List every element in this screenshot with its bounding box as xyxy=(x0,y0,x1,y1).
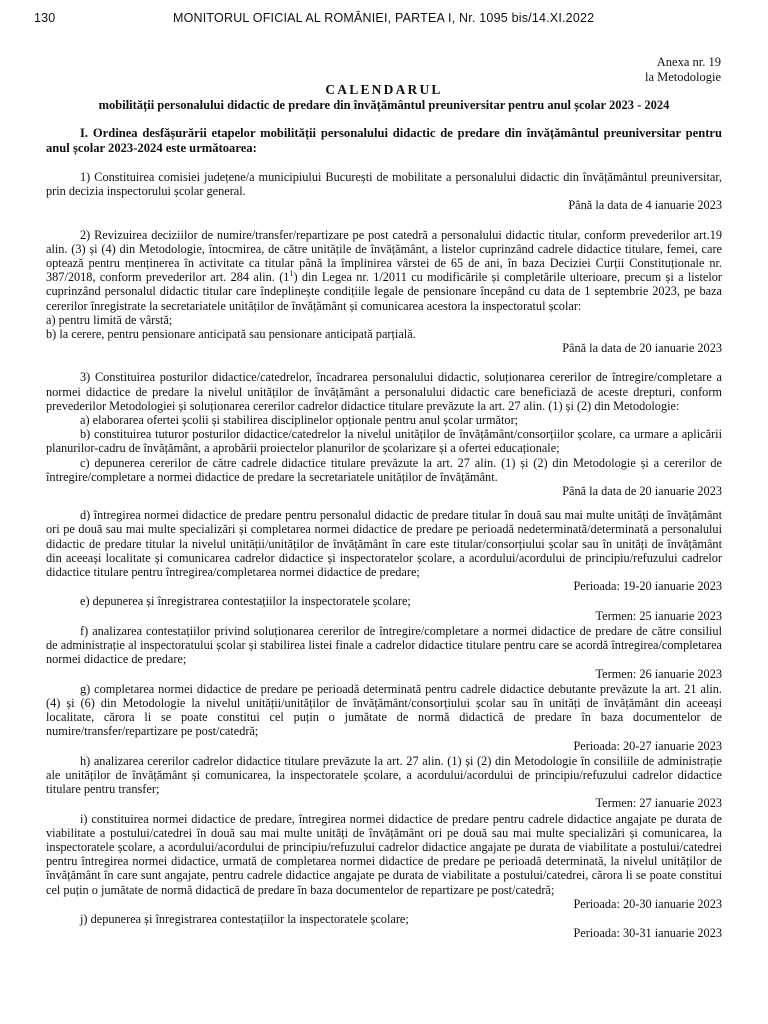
item-2-text xyxy=(46,228,722,313)
page-number: 130 xyxy=(34,11,56,25)
item-3-sub-d: d) întregirea normei didactice de predare pentru personalul didactic de predare titular în două sau mai multe unități de învățământ ori pe două sau mai multe specializări și completarea normei didactice de predare pe perioadă nedeterminată/determinată a personalului didactic de predare titular la nivelul unității/unităților de învățământ în care este titular/consorțiului școlar sau în unități de învățământ din aceeași localitate și comunicarea cadrelor didactice și inspectoratelor școlare, a acordului/acordului de principiu/refuzului cadrelor didactice titulare pentru întregirea/completarea normei didactice de predare; xyxy=(46,508,722,580)
item-3-text: 3) Constituirea posturilor didactice/catedrelor, încadrarea personalului didactic, soluționarea cererilor de întregire/completare a normei didactice de predare la nivelul unităților de învățământ a personalului didactic care beneficiază de aceste drepturi, conform prevederilor Metodologiei și soluționarea cererilor cadrelor didactice titulare prevăzute la art. 27 alin. (1) și (2) din Metodologie: xyxy=(46,370,722,413)
annex-number: Anexa nr. 19 xyxy=(656,55,721,69)
item-3-deadline-i: Perioada: 20-30 ianuarie 2023 xyxy=(573,896,722,911)
item-2-text-part-b: ) din Legea nr. 1/2011 cu modificările și completările ulterioare, precum și a listelor cuprinzând personalul didactic titular care îndeplinește condițiile legale de pensionare începând cu data de 1 septembrie 2023, pe baza cererilor înregistrate la secretariatele unităților de învățământ și comunicarea acestora la inspectoratul școlar: xyxy=(46,270,722,313)
item-3-sub-b: b) constituirea tuturor posturilor didactice/catedrelor la nivelul unităților de învățământ/consorțiilor școlare, ca urmare a aplicării planurilor-cadru de învățământ, a aprobării proiectelor planurilor de școlarizare și a ofertei educaționale; xyxy=(46,427,722,456)
item-3-sub-f: f) analizarea contestațiilor privind soluționarea cererilor de întregire/completare a normei didactice de predare de către consiliul de administrație al inspectoratului școlar și stabilirea listei finale a cadrelor didactice titulare pentru care se acordă întregirea/completarea normei didactice de predare; xyxy=(46,623,722,667)
item-3-sub-a: a) elaborarea ofertei școlii și stabilirea disciplinelor opționale pentru anul școlar următor; xyxy=(80,413,519,428)
item-3-deadline-c: Până la data de 20 ianuarie 2023 xyxy=(562,484,722,499)
item-3-sub-e: e) depunerea și înregistrarea contestațiilor la inspectoratele școlare; xyxy=(80,594,411,609)
item-3-deadline-f: Termen: 26 ianuarie 2023 xyxy=(595,666,722,681)
item-3-sub-g: g) completarea normei didactice de predare pe perioadă determinată pentru cadrele didactice debutante prevăzute la art. 21 alin. (4) și (6) din Metodologie la nivelul unității/unităților de învățământ/consorțiului școlar sau în unități de învățământ din aceeași localitate, cărora li se poate constitui cel puțin o jumătate de normă didactică de predare în baza documentelor de numire/transfer/repartizare pe post/catedră; xyxy=(46,681,722,739)
item-3-deadline-g: Perioada: 20-27 ianuarie 2023 xyxy=(573,738,722,753)
item-1-deadline: Până la data de 4 ianuarie 2023 xyxy=(568,198,722,213)
item-2-sub-a: a) pentru limită de vârstă; xyxy=(46,312,173,327)
annex-target: la Metodologie xyxy=(644,70,721,84)
item-2-superscript: 1 xyxy=(289,269,294,279)
item-3-deadline-d: Perioada: 19-20 ianuarie 2023 xyxy=(573,579,722,594)
section-heading: I. Ordinea desfășurării etapelor mobilității personalului didactic de predare din învățământul preuniversitar pentru anul școlar 2023-2024 este următoarea: xyxy=(46,126,722,155)
item-1-text: 1) Constituirea comisiei județene/a municipiului București de mobilitate a personalului didactic din învățământul preuniversitar, prin decizia inspectorului școlar general. xyxy=(46,170,722,199)
item-2-sub-b: b) la cerere, pentru pensionare anticipată sau pensionare anticipată parțială. xyxy=(46,327,416,342)
title-subtitle: mobilității personalului didactic de predare din învățământul preuniversitar pentru anul școlar 2023 - 2024 xyxy=(98,98,670,112)
item-3-deadline-e: Termen: 25 ianuarie 2023 xyxy=(595,608,722,623)
item-3-sub-j: j) depunerea și înregistrarea contestațiilor la inspectoratele școlare; xyxy=(80,911,409,926)
document-body xyxy=(46,126,722,941)
publication-title: MONITORUL OFICIAL AL ROMÂNIEI, PARTEA I, Nr. 1095 bis/14.XI.2022 xyxy=(173,11,595,25)
item-2-text-part-a: 2) Revizuirea deciziilor de numire/transfer/repartizare pe post catedră a personalului didactic titular, conform prevederilor art.19 alin. (3) și (4) din Metodologie, întocmirea, de către unitățile de învățământ, a listelor cuprinzând cadrele didactice titulare, femei, care optează pentru menținerea în activitate ca titular până la împlinirea vârstei de 65 de ani, în baza Deciziei Curții Constituționale nr. 387/2018, conform prevederilor art. 284 alin. (1 xyxy=(46,227,722,285)
document-title xyxy=(0,81,768,113)
item-3-sub-i: i) constituirea normei didactice de predare, întregirea normei didactice de predare pentru cadrele didactice angajate pe durata de viabilitate a postului/catedrei în două sau mai multe unități de învățământ ori pe două sau mai multe specializări și comunicarea, la inspectoratele școlare, a acordului/acordului de principiu/refuzului cadrelor didactice angajate pe durata de viabilitate a postului/catedrei pentru întregirea normei didactice, urmată de completarea normei didactice de predare pe perioadă determinată, la nivelul unităților de învățământ în care sunt angajate, pentru cadrele didactice angajate pe durata de viabilitate a postului/catedrei, cărora li se poate constitui cel puțin o jumătate de normă didactică de predare în baza documentelor de repartizare pe post/catedră; xyxy=(46,811,722,897)
item-3-deadline-j: Perioada: 30-31 ianuarie 2023 xyxy=(573,926,722,941)
item-3-sub-c: c) depunerea cererilor de către cadrele didactice titulare prevăzute la art. 27 alin. (1) și (2) din Metodologie și a cererilor de întregire/completare a normei didactice de predare la secretariatele unităților de învățământ. xyxy=(46,455,722,484)
page-header xyxy=(34,8,728,28)
item-3-deadline-h: Termen: 27 ianuarie 2023 xyxy=(595,796,722,811)
item-3-sub-h: h) analizarea cererilor cadrelor didactice titulare prevăzute la art. 27 alin. (1) și (2) din Metodologie în consiliile de administrație ale unităților de învățământ și comunicarea, la inspectoratele școlare, a acordului/acordului de principiu/refuzului cadrelor didactice titulare pentru transfer; xyxy=(46,753,722,797)
title-main: CALENDARUL xyxy=(325,82,443,97)
item-2-deadline: Până la data de 20 ianuarie 2023 xyxy=(562,341,722,356)
